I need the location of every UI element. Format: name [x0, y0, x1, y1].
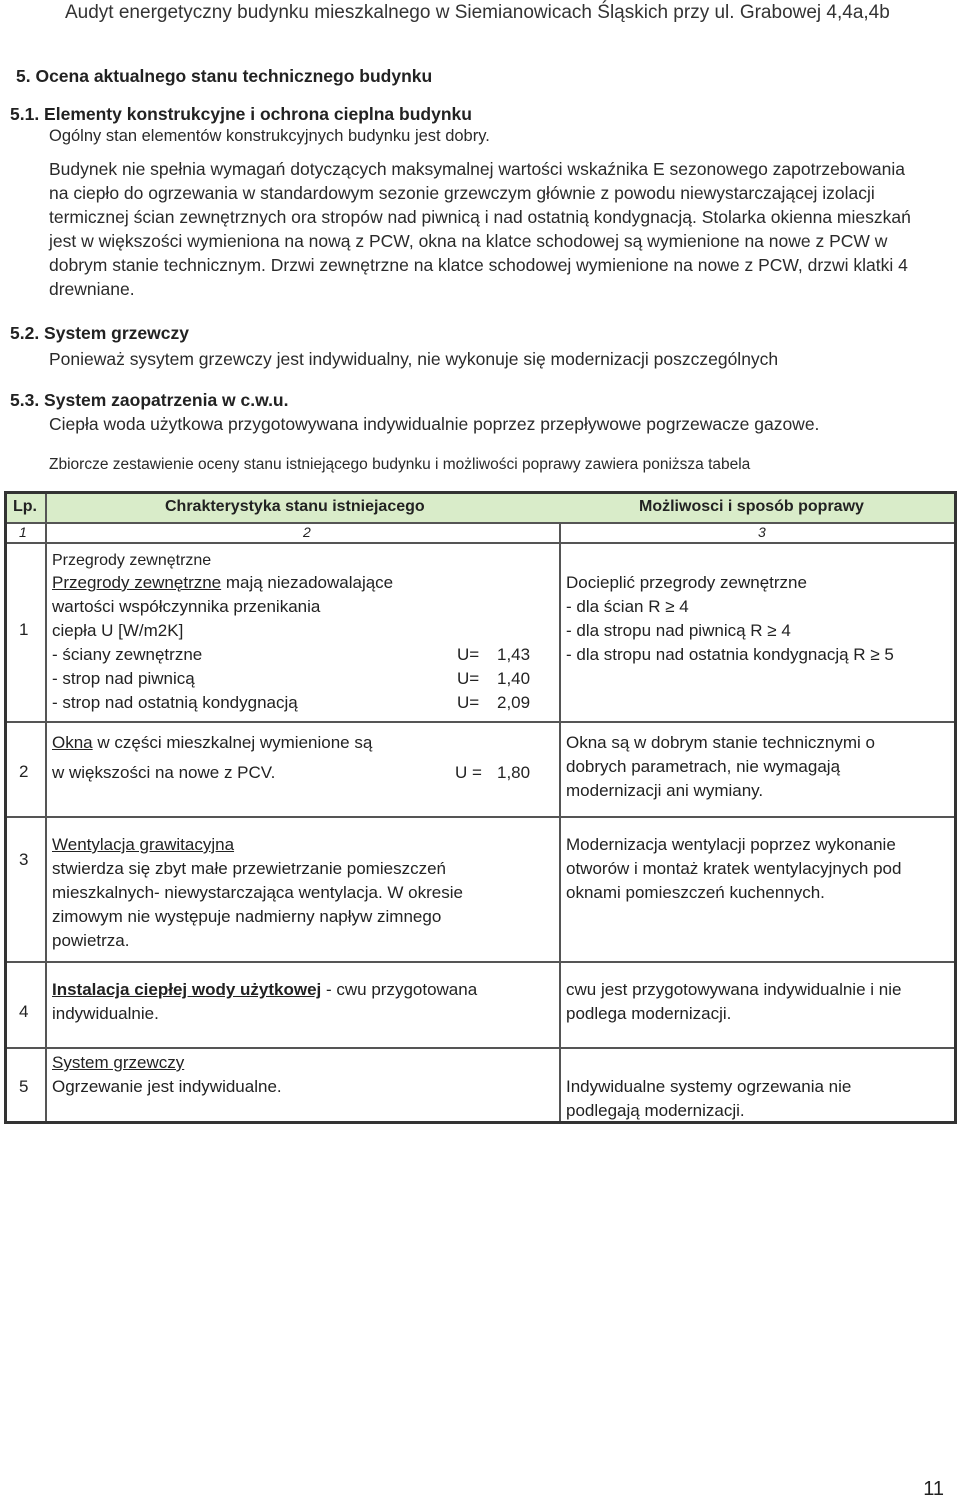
section-5-title: 5. Ocena aktualnego stanu technicznego budynku — [16, 66, 433, 86]
row-5-lead: System grzewczy — [52, 1053, 185, 1072]
row-4-lead-rest: - cwu przygotowana — [321, 980, 478, 999]
row-4-line-2: indywidualnie. — [52, 1004, 159, 1023]
row-2-u: U = — [455, 763, 482, 782]
header-lp: Lp. — [13, 498, 37, 515]
assessment-table — [4, 491, 957, 1124]
row-4-right-line: cwu jest przygotowywana indywidualnie i nie — [566, 980, 902, 999]
row-1-right-text: - dla ścian R — [566, 597, 666, 616]
row-4-right-line: podlega modernizacji. — [566, 1004, 732, 1023]
row-1-item-label: - strop nad piwnicą — [52, 669, 195, 688]
row-2-right-line: dobrych parametrach, nie wymagają — [566, 757, 841, 776]
row-2-lead-underlined: Okna — [52, 733, 93, 752]
section-5-3-text: Ciepła woda użytkowa przygotowywana indywidualnie poprzez przepływowe pogrzewacze gazowe. — [49, 414, 820, 434]
section-5-1-title: 5.1. Elementy konstrukcyjne i ochrona cieplna budynku — [10, 104, 472, 124]
row-divider — [7, 816, 954, 818]
row-1-heading: Przegrody zewnętrzne — [52, 552, 212, 569]
row-3-right-line: oknami pomieszczeń kuchennych. — [566, 883, 825, 902]
row-1-item-value: 1,40 — [497, 669, 531, 688]
row-1-item-u: U= — [457, 693, 480, 712]
row-2-value: 1,80 — [497, 763, 531, 782]
row-2-lead-rest: w części mieszkalnej wymienione są — [92, 733, 373, 752]
row-3-line: powietrza. — [52, 931, 130, 950]
row-1-right-value: 4 — [776, 621, 791, 640]
col-number-1: 1 — [19, 524, 27, 540]
section-5-1-paragraph: Budynek nie spełnia wymagań dotyczących maksymalnej wartości wskaźnika E sezonowego zapotrzebowania na ciepło do ogrzewania w standardowym sezonie grzewczym głównie z powodu niewystarczającej izolacji termicznej ścian zewnętrznych ora stropów nad piwnicą i nad ostatnią kondygnacją. Stolarka okienna mieszkań jest w większości wymieniona na nową z PCW, okna na klatce schodowej są wymienione na nowe z PCW w dobrym stanie technicznym. Drzwi zewnętrzne na klatce schodowej wymienione na nowe z PCW, drzwi klatki 4 drewniane. — [49, 159, 911, 299]
row-2-line-2: w większości na nowe z PCV. — [52, 763, 276, 782]
row-divider — [7, 1047, 954, 1049]
row-3-lead: Wentylacja grawitacyjna — [52, 835, 235, 854]
row-3-line: zimowym nie występuje nadmierny napływ zimnego — [52, 907, 442, 926]
column-divider — [45, 494, 47, 1121]
row-1-right-line-1: Docieplić przegrody zewnętrzne — [566, 573, 807, 592]
row-1-line-2: wartości współczynnika przenikania — [52, 597, 321, 616]
table-intro: Zbiorcze zestawienie oceny stanu istniejącego budynku i możliwości poprawy zawiera poniższa tabela — [49, 456, 751, 473]
table-number-row — [7, 524, 954, 544]
row-divider — [7, 961, 954, 963]
row-1-right-text: - dla stropu nad piwnicą R — [566, 621, 768, 640]
header-characteristics: Chrakterystyka stanu istniejacego — [165, 498, 425, 515]
row-3-line: mieszkalnych- niewystarczająca wentylacja. W okresie — [52, 883, 463, 902]
row-1-item-value: 2,09 — [497, 693, 531, 712]
row-4-number: 4 — [19, 1002, 29, 1021]
row-1-right-text: - dla stropu nad ostatnia kondygnacją R — [566, 645, 871, 664]
section-5-2-title: 5.2. System grzewczy — [10, 323, 189, 343]
row-5-number: 5 — [19, 1077, 29, 1096]
row-3-right-line: Modernizacja wentylacji poprzez wykonanie — [566, 835, 896, 854]
row-5-right-line: podlegają modernizacji. — [566, 1101, 745, 1120]
row-2-number: 2 — [19, 762, 29, 781]
row-2-right-line: Okna są w dobrym stanie technicznymi o — [566, 733, 875, 752]
row-1-item-u: U= — [457, 669, 480, 688]
row-1-lead — [52, 571, 393, 595]
row-3-line: stwierdza się zbyt małe przewietrzanie pomieszczeń — [52, 859, 446, 878]
row-1-item-label: - ściany zewnętrzne — [52, 645, 203, 664]
row-2-lead — [52, 731, 372, 755]
ge-symbol: ≥ — [870, 645, 880, 664]
table-header-row — [7, 494, 954, 524]
row-2-right-line: modernizacji ani wymiany. — [566, 781, 764, 800]
col-number-2: 2 — [303, 524, 311, 540]
row-5-right-line: Indywidualne systemy ogrzewania nie — [566, 1077, 852, 1096]
section-5-3-title: 5.3. System zaopatrzenia w c.w.u. — [10, 390, 289, 410]
row-1-item-label: - strop nad ostatnią kondygnacją — [52, 693, 298, 712]
ge-symbol: ≥ — [665, 597, 675, 616]
row-3-number: 3 — [19, 850, 29, 869]
section-5-1-line: Ogólny stan elementów konstrukcyjnych budynku jest dobry. — [49, 127, 490, 145]
row-1-right-line-3 — [566, 619, 791, 643]
row-4-lead-underlined: Instalacja ciepłej wody użytkowej — [52, 980, 322, 999]
page-number: 11 — [923, 1478, 944, 1500]
row-1-lead-underlined: Przegrody zewnętrzne — [52, 573, 222, 592]
col-number-3: 3 — [758, 524, 766, 540]
row-4-lead — [52, 978, 477, 1002]
row-1-number: 1 — [19, 620, 29, 639]
column-divider — [559, 524, 561, 1121]
row-1-item-u: U= — [457, 645, 480, 664]
section-5-2-text: Ponieważ sysytem grzewczy jest indywidualny, nie wykonuje się modernizacji poszczególnych — [49, 349, 779, 369]
running-header: Audyt energetyczny budynku mieszkalnego w Siemianowicach Śląskich przy ul. Grabowej 4,4a,4b — [65, 2, 890, 23]
row-5-line-2: Ogrzewanie jest indywidualne. — [52, 1077, 282, 1096]
ge-symbol: ≥ — [767, 621, 777, 640]
row-1-right-value: 4 — [674, 597, 689, 616]
row-1-right-line-2 — [566, 595, 689, 619]
row-1-lead-rest: mają niezadowalające — [221, 573, 394, 592]
row-divider — [7, 721, 954, 723]
row-1-right-line-4 — [566, 643, 894, 667]
header-improvement: Możliwosci i sposób poprawy — [639, 498, 864, 515]
row-1-item-value: 1,43 — [497, 645, 531, 664]
row-1-right-value: 5 — [879, 645, 894, 664]
row-3-right-line: otworów i montaż kratek wentylacyjnych pod — [566, 859, 902, 878]
row-1-line-3: ciepła U [W/m2K] — [52, 621, 184, 640]
